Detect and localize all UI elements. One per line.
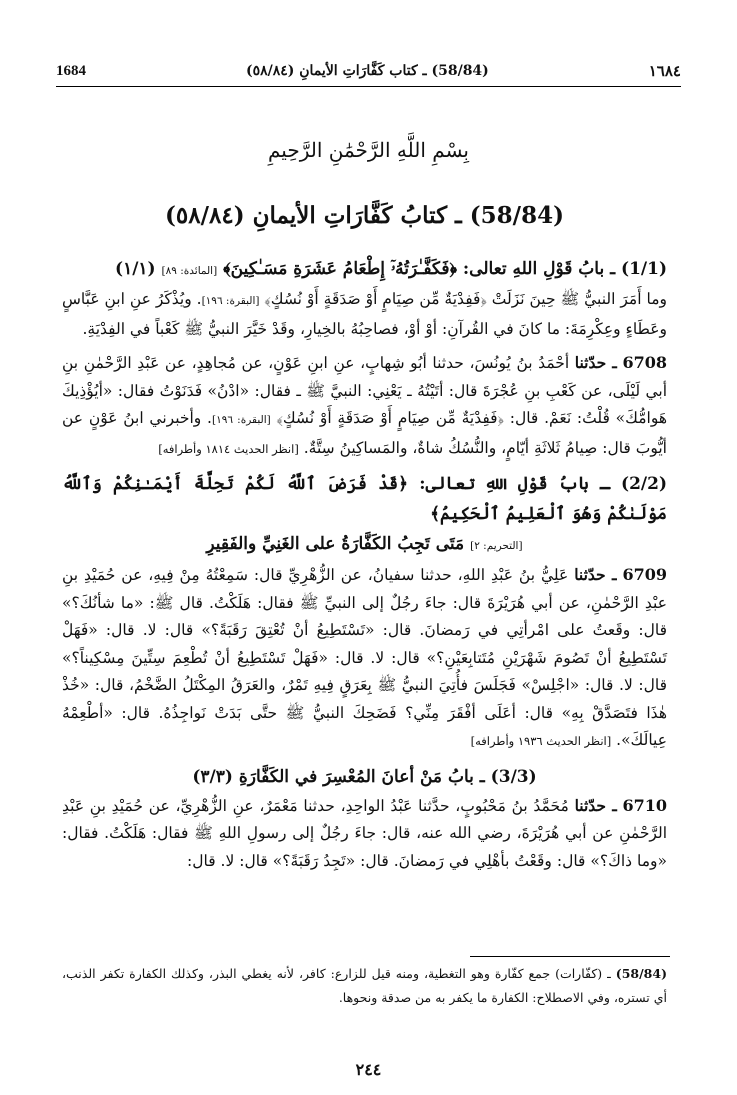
footnote-label: (58/84) bbox=[615, 966, 667, 981]
haddathana: حدّثنا bbox=[574, 565, 606, 584]
cross-reference: [انظر الحديث ١٩٣٦ وأطرافه] bbox=[470, 734, 612, 748]
footnote-divider bbox=[470, 956, 670, 957]
chapter-title: (3/3) ـ بابُ مَنْ أعانَ المُعْسِرَ في الكَفَّارَةِ (٣/٣) bbox=[192, 766, 537, 787]
chapter-heading bbox=[62, 469, 667, 529]
haddathana: حدّثنا bbox=[574, 795, 607, 815]
chapter-subtitle: مَتَى تَجِبُ الكَفَّارَةُ على الغَنِيِّ والفَقِيرِ bbox=[206, 534, 465, 554]
hadith-6709: 6709 ـ حدّثنا عَلِيُّ بنُ عَبْدِ اللهِ، حدثنا سفيانُ، عن الزُّهْرِيِّ قال: سَمِعْتُهُ مِنْ فِيهِ، عن حُمَيْدِ بنِ عبْدِ الرَّحْمٰنِ، عن أبي هُرَيْرَةَ قال: جاءَ رجُلٌ إلى النبيِّ ﷺ فقال: هَلَكْتُ. قال ﷺ: «ما شأنُكَ؟» قال: وقَعتُ على امْرأتِي في رَمضانَ. قال: «تَسْتَطِيعُ أنْ تُعْتِقَ رَقَبَةً؟» قال: لا. قال: «فَهَلْ تَسْتَطِيعُ أنْ تَصُومَ شَهْرَيْنِ مُتَتابِعَيْنِ؟» قال: لا. قال: «فَهَلْ تَسْتَطِيعُ أنْ تُطْعِمَ سِتِّينَ مِسْكِيناً؟» قال: لا. قال: «اجْلِسْ» فَجَلَسَ فأُتِيَ النبيُّ ﷺ بِعَرَقٍ فِيهِ تَمْرٌ، والعَرَقُ المِكْتَلُ الضَّخْمُ، قال: «خُذْ هٰذَا فتَصَدَّقْ بِهِ» قال: أعَلَى أفْقَرَ مِنِّي؟ فَضَحِكَ النبيُّ ﷺ حتَّى بَدَتْ نَواجِذُهُ. قال: «أطْعِمْهُ عِيالَكَ». [انظر الحديث ١٩٣٦ وأطرافه] bbox=[62, 565, 667, 749]
main-text bbox=[62, 196, 667, 875]
quran-reference: [المائدة: ٨٩] bbox=[161, 265, 218, 277]
cross-reference: [انظر الحديث ١٨١٤ وأطرافه] bbox=[158, 441, 299, 456]
hadith-number: 6708 bbox=[622, 353, 667, 372]
quran-reference: [البقرة: ١٩٦] bbox=[201, 295, 260, 307]
chapter-heading bbox=[62, 762, 667, 792]
hadith-number: 6710 bbox=[622, 795, 668, 815]
chapter-subheading bbox=[62, 529, 667, 561]
quran-reference: [البقرة: ١٩٦] bbox=[211, 414, 271, 426]
hadith-6710: 6710 ـ حدّثنا مُحَمَّدُ بنُ مَحْبُوبٍ، حدَّثنا عَبْدُ الواحِدِ، حدثنا مَعْمَرٌ، عنِ الزُّهْرِيِّ، عن حُمَيْدِ بنِ عَبْدِ الرَّحْمٰنِ عن أبي هُرَيْرَةَ، رضي الله عنه، قال: جاءَ رجُلٌ إلى رسولِ اللهِ ﷺ فقال: هَلَكْتُ. فقال: «وما ذاكَ؟» قال: وقَعْتُ بأهْلِي في رَمضانَ. قال: «تَجِدُ رَقَبَةً؟» قال: لا. قال: bbox=[62, 795, 668, 870]
chapter-number: (١/١) bbox=[115, 259, 156, 279]
haddathana: حدّثنا bbox=[574, 353, 607, 372]
footnote bbox=[62, 962, 667, 1010]
quran-reference: [التحريم: ٢] bbox=[470, 540, 523, 552]
folio-number: ٢٤٤ bbox=[355, 1060, 382, 1079]
footnote-text: ـ (كفّارات) جمع كفّارة وهو التغطية، ومنه قيل للزارع: كافر، لأنه يغطي البذر، وكذلك الكفارة تكفر الذنب، أي تستره، وفي الاصطلاح: الكفارة ما يكفر به من صدقة ونحوها. bbox=[62, 966, 667, 1005]
chapter-title: (1/1) ـ بابُ قَوْلِ اللهِ تعالى: ﴿فَكَفَّـٰرَتُهُۥٓ إِطْعَامُ عَشَرَةِ مَسَـٰكِينَ﴾ bbox=[223, 259, 667, 279]
running-header bbox=[56, 56, 681, 87]
chapter-intro: وما أَمَرَ النبيُّ ﷺ حِينَ نَزَلَتْ ﴿فَفِدْيَةٌ مِّن صِيَامٍ أَوْ صَدَقَةٍ أَوْ نُسُكٍ﴾ [البقرة: ١٩٦]. ويُذْكَرُ عنِ ابنِ عَبَّاسٍ وعَطَاءٍ وعِكْرِمَةَ: ما كانَ في القُرآنِ: أوْ أوْ، فصاحِبُهُ بالخِيارِ، وقَدْ خَيَّرَ النبيُّ ﷺ كَعْباً في الفِدْيَةِ. bbox=[62, 290, 667, 338]
hadith-number: 6709 bbox=[622, 565, 667, 584]
page-number-arabic: ١٦٨٤ bbox=[648, 63, 681, 80]
book-title: (58/84) ـ كتابُ كَفَّارَاتِ الأيمانِ (٥٨/٨٤) bbox=[165, 202, 564, 229]
page-number-latin: 1684 bbox=[56, 62, 86, 79]
basmala: بِسْمِ اللَّهِ الرَّحْمَٰنِ الرَّحِيمِ bbox=[267, 138, 469, 162]
chapter-heading bbox=[62, 254, 667, 286]
running-title: (58/84) ـ كتاب كَفَّارَاتِ الأيمانِ (٥٨/٨٤) bbox=[245, 63, 489, 79]
chapter-title: (2/2) ـ بابُ قَوْلِ اللهِ تعالى: ﴿قَدْ فَرَضَ ٱللَّهُ لَكُمْ تَحِلَّةَ أَيْمَـٰنِكُمْ وَٱللَّهُ مَوْلَىٰكُمْ وَهُوَ ٱلْعَلِيمُ ٱلْحَكِيمُ﴾ bbox=[62, 474, 667, 524]
hadith-6708: 6708 ـ حدّثنا أحْمَدُ بنُ يُونُسَ، حدثنا أبُو شِهابٍ، عنِ ابنِ عَوْنٍ، عن مُجاهِدٍ، عن عَبْدِ الرَّحْمٰنِ بنِ أبي لَيْلَى، عن كَعْبِ بنِ عُجْرَةَ قال: أتَيْتُهُ ـ يَعْنِي: النبيَّ ﷺ ـ فقال: «ادْنُ» فَدَنَوْتُ فقال: «أيُؤْذِيكَ هَوامُّكَ» قُلْتُ: نَعَمْ. قال: ﴿فَفِدْيَةٌ مِّن صِيَامٍ أَوْ صَدَقَةٍ أَوْ نُسُكٍ﴾ [البقرة: ١٩٦]. وأخبرني ابنُ عَوْنٍ عن أيُّوبَ قال: صِيامُ ثَلاثَةِ أيّامٍ، والنُّسُكُ شاةٌ، والمَساكِينُ سِتَّةٌ. [انظر الحديث ١٨١٤ وأطرافه] bbox=[62, 353, 668, 457]
